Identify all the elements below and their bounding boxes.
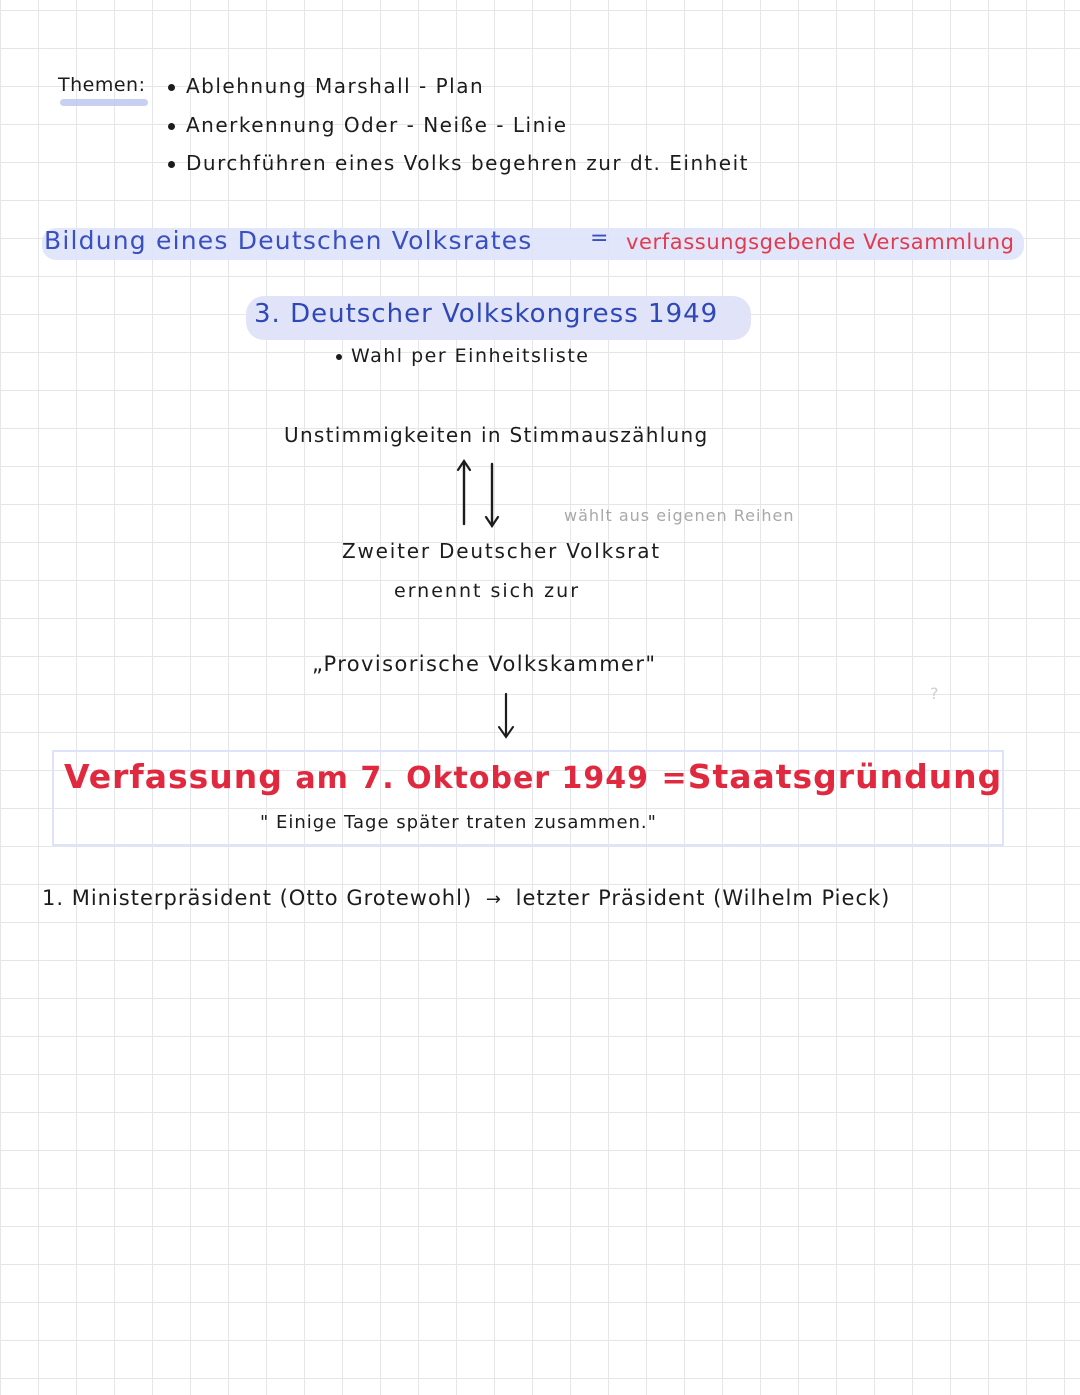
last-president-text: letzter Präsident (Wilhelm Pieck) xyxy=(515,886,891,910)
verfassung-equals: = xyxy=(661,761,688,796)
topic-item xyxy=(168,151,749,175)
provisional-chamber-text: „Provisorische Volkskammer" xyxy=(312,652,657,676)
first-minister-text: 1. Ministerpräsident (Otto Grotewohl) xyxy=(42,886,473,910)
appoints-text: ernennt sich zur xyxy=(394,580,581,602)
right-arrow-icon: → xyxy=(485,889,502,910)
verfassung-founding: Staatsgründung xyxy=(687,757,1003,796)
topic-text: Ablehnung Marshall - Plan xyxy=(186,74,485,98)
side-note: wählt aus eigenen Reihen xyxy=(564,506,795,525)
topic-item xyxy=(168,113,568,137)
bildung-right-text: verfassungsgebende Versammlung xyxy=(626,230,1015,254)
topic-text: Anerkennung Oder - Neiße - Linie xyxy=(186,113,568,137)
themen-label: Themen: xyxy=(58,74,146,96)
verfassung-date: am 7. Oktober 1949 xyxy=(295,761,650,796)
kongress-bullet-text: Wahl per Einheitsliste xyxy=(351,345,590,367)
verfassung-line xyxy=(64,757,1002,796)
verfassung-word: Verfassung xyxy=(64,757,283,796)
bildung-equals: = xyxy=(590,226,609,251)
topic-item xyxy=(168,74,484,98)
kongress-bullet xyxy=(336,345,589,367)
down-arrow-icon xyxy=(494,690,518,742)
themen-underline-highlight xyxy=(60,99,148,106)
bullet-dot-icon xyxy=(168,161,175,168)
discrepancy-text: Unstimmigkeiten in Stimmauszählung xyxy=(284,423,709,447)
minister-line xyxy=(42,886,890,910)
topic-text: Durchführen eines Volks begehren zur dt. Einheit xyxy=(186,151,749,175)
bildung-left-text: Bildung eines Deutschen Volksrates xyxy=(44,226,533,255)
second-council-text: Zweiter Deutscher Volksrat xyxy=(342,539,661,563)
bullet-dot-icon xyxy=(168,84,175,91)
faint-mark-icon: ? xyxy=(930,684,939,703)
bullet-dot-icon xyxy=(168,123,175,130)
up-down-arrows-icon xyxy=(446,456,506,530)
bullet-dot-icon xyxy=(336,354,342,360)
kongress-title: 3. Deutscher Volkskongress 1949 xyxy=(254,299,719,329)
verfassung-quote: " Einige Tage später traten zusammen." xyxy=(260,812,657,833)
